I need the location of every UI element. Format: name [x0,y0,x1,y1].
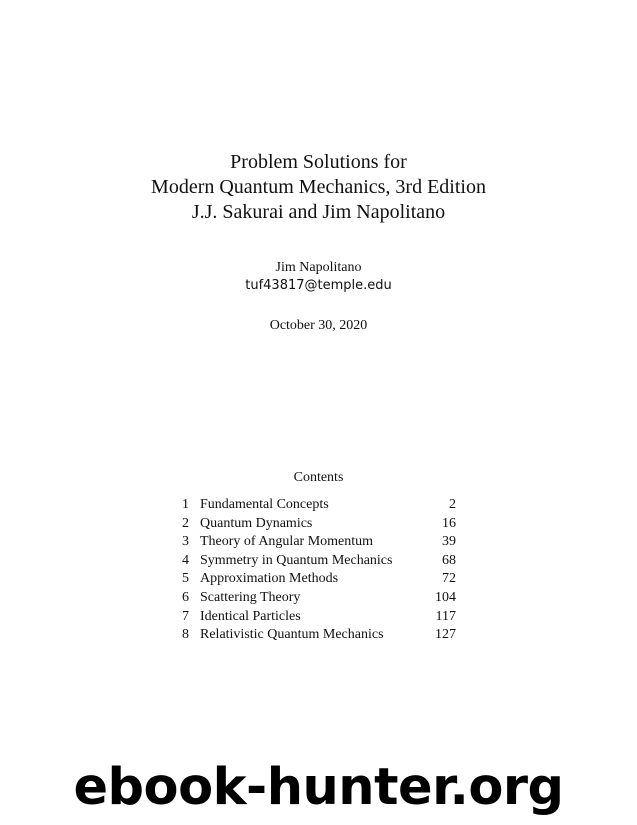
watermark-text: ebook-hunter.org [73,758,564,817]
toc-entry-number: 6 [182,589,189,605]
toc-entry-number: 8 [182,627,189,643]
table-of-contents [178,496,460,645]
contents-heading: Contents [293,470,344,485]
toc-entry-number: 3 [182,534,189,550]
title-line-1: Problem Solutions for [230,151,407,173]
toc-entry-title: Identical Particles [200,608,301,624]
document-date: October 30, 2020 [269,318,368,333]
toc-entry-page: 39 [442,534,456,550]
toc-entry-page: 2 [449,497,456,512]
toc-entry [178,515,460,534]
toc-entry-title: Relativistic Quantum Mechanics [200,627,384,643]
toc-entry-title: Scattering Theory [200,589,301,605]
toc-entry-page: 117 [435,608,456,624]
document-title [0,150,637,225]
toc-entry-number: 5 [182,571,189,587]
toc-entry-page: 104 [435,589,456,605]
toc-entry-number: 2 [182,515,189,531]
author-block [0,259,637,295]
author-name: Jim Napolitano [275,260,362,275]
toc-entry [178,552,460,571]
toc-entry [178,533,460,552]
toc-entry-title: Quantum Dynamics [200,515,313,531]
toc-entry-number: 1 [182,497,189,512]
title-line-3: J.J. Sakurai and Jim Napolitano [191,201,446,223]
toc-entry-page: 127 [435,627,456,643]
toc-entry [178,496,460,515]
title-line-2: Modern Quantum Mechanics, 3rd Edition [151,176,486,198]
toc-entry [178,608,460,627]
toc-entry-title: Theory of Angular Momentum [200,534,374,550]
toc-entry [178,570,460,589]
toc-entry [178,589,460,608]
toc-entry-number: 7 [182,608,189,624]
toc-entry-number: 4 [182,552,189,568]
toc-entry [178,626,460,645]
toc-entry-page: 72 [442,571,456,587]
toc-entry-title: Approximation Methods [200,571,339,587]
toc-entry-title: Fundamental Concepts [200,497,329,512]
author-email: tuf43817@temple.edu [245,278,392,293]
toc-entry-page: 68 [442,552,456,568]
toc-entry-page: 16 [442,515,456,531]
toc-entry-title: Symmetry in Quantum Mechanics [200,552,393,568]
